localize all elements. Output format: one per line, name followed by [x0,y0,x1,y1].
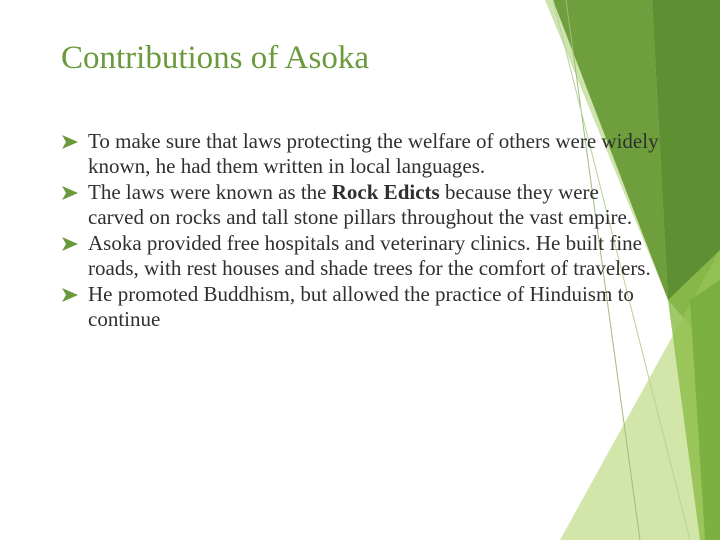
bullet-list [60,129,660,333]
arrow-bullet-icon [62,186,78,200]
bullet-text: The laws were known as the [88,180,332,204]
bullet-item [60,282,660,332]
bullet-item [60,231,660,281]
bullet-text-tail: because they were carved on rocks and tall stone pillars throughout the vast empire. [88,180,633,229]
bullet-bold-text: Rock Edicts [331,180,440,204]
bullet-text: Asoka provided free hospitals and veterinary clinics. He built fine roads, with rest houses and shade trees for the comfort of travelers. [88,231,651,280]
arrow-bullet-icon [62,288,78,302]
bullet-item [60,180,660,230]
bullet-text: To make sure that laws protecting the welfare of others were widely known, he had them written in local languages. [88,129,659,178]
arrow-bullet-icon [62,135,78,149]
slide-title: Contributions of Asoka [61,40,370,76]
arrow-bullet-icon [62,237,78,251]
bullet-item [60,129,660,179]
bullet-text: He promoted Buddhism, but allowed the practice of Hinduism to continue [88,282,634,331]
